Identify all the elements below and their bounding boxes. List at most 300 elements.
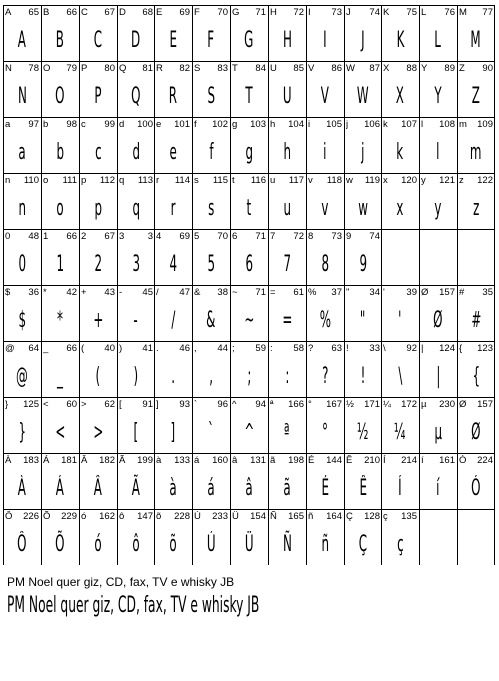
glyph-label (383, 119, 417, 131)
glyph-sample-char: ` (208, 420, 214, 445)
glyph-char-label: ô (119, 511, 125, 522)
glyph-char-label: ? (308, 343, 314, 354)
glyph-label (81, 63, 115, 75)
glyph-sample-char: Ã (131, 476, 141, 501)
glyph-cell (381, 453, 419, 509)
glyph-sample-char: Ê (359, 476, 367, 501)
glyph-label (119, 343, 153, 355)
glyph-code-label: 165 (288, 511, 304, 522)
glyph-label (5, 231, 39, 243)
glyph-char-label: Z (459, 63, 465, 74)
glyph-cell (117, 509, 155, 565)
glyph-code-label: 69 (179, 7, 190, 18)
glyph-sample-char: " (360, 308, 366, 333)
glyph-sample-char: Ø (471, 420, 481, 445)
glyph-code-label: 98 (66, 119, 77, 130)
glyph-code-label: 67 (104, 231, 115, 242)
glyph-char-label: 6 (232, 231, 238, 242)
glyph-code-label: 104 (288, 119, 304, 130)
glyph-cell (344, 173, 382, 229)
glyph-cell (3, 397, 41, 453)
glyph-label (308, 231, 342, 243)
glyph-cell (457, 5, 495, 61)
glyph-code-label: 182 (99, 455, 115, 466)
glyph-char-label: ó (81, 511, 87, 522)
glyph-char-label: o (43, 175, 49, 186)
glyph-label (5, 63, 39, 75)
glyph-code-label: 72 (293, 7, 304, 18)
glyph-sample (419, 79, 457, 115)
glyph-sample-char: a (18, 140, 26, 165)
glyph-char-label: 2 (81, 231, 87, 242)
glyph-code-label: 118 (326, 175, 342, 186)
glyph-sample (306, 135, 344, 171)
glyph-cell (117, 229, 155, 285)
glyph-label (270, 287, 304, 299)
glyph-code-label: 228 (174, 511, 190, 522)
glyph-char-label: ã (270, 455, 276, 466)
glyph-char-label: y (421, 175, 426, 186)
glyph-label (81, 175, 115, 187)
glyph-sample (306, 527, 344, 563)
glyph-char-label: [ (119, 399, 122, 410)
glyph-char-label: e (156, 119, 162, 130)
glyph-code-label: 144 (326, 455, 342, 466)
glyph-sample (192, 471, 230, 507)
glyph-label (81, 343, 115, 355)
glyph-label (421, 343, 455, 355)
glyph-sample (79, 191, 117, 227)
glyph-code-label: 131 (250, 455, 266, 466)
glyph-char-label: ' (383, 287, 385, 298)
glyph-code-label: 229 (61, 511, 77, 522)
glyph-label (232, 63, 266, 75)
glyph-label (270, 231, 304, 243)
glyph-cell (3, 117, 41, 173)
glyph-sample-char: S (207, 84, 215, 109)
glyph-code-label: 71 (255, 287, 266, 298)
glyph-char-label: } (5, 399, 9, 410)
glyph-char-label: j (346, 119, 349, 130)
glyph-char-label: D (119, 7, 126, 18)
glyph-sample (117, 247, 155, 283)
glyph-cell (306, 453, 344, 509)
glyph-char-label: . (156, 343, 159, 354)
glyph-char-label: t (232, 175, 235, 186)
glyph-sample (457, 471, 495, 507)
glyph-cell (306, 229, 344, 285)
glyph-cell (268, 5, 306, 61)
glyph-cell (3, 341, 41, 397)
glyph-label (270, 119, 304, 131)
glyph-code-label: 183 (23, 455, 39, 466)
glyph-char-label: ~ (232, 287, 238, 298)
glyph-label (421, 7, 455, 19)
glyph-label (5, 119, 39, 131)
glyph-label (5, 287, 39, 299)
glyph-label (308, 399, 342, 411)
glyph-char-label: Y (421, 63, 428, 74)
glyph-cell (306, 285, 344, 341)
glyph-sample-char: W (357, 84, 369, 109)
glyph-sample-char: Q (131, 84, 141, 109)
glyph-sample (344, 303, 382, 339)
glyph-sample-char: > (93, 420, 103, 445)
glyph-char-label: 4 (156, 231, 162, 242)
glyph-cell (268, 341, 306, 397)
glyph-label (43, 399, 77, 411)
glyph-label (81, 7, 115, 19)
glyph-sample (381, 23, 419, 59)
glyph-char-label: G (232, 7, 240, 18)
glyph-sample (381, 527, 419, 563)
glyph-sample (41, 135, 79, 171)
glyph-sample-char: e (169, 140, 177, 165)
glyph-sample (192, 303, 230, 339)
glyph-sample-char: k (396, 140, 404, 165)
glyph-sample-char: / (170, 308, 175, 333)
glyph-cell (154, 117, 192, 173)
glyph-char-label: $ (5, 287, 11, 298)
glyph-sample (41, 247, 79, 283)
glyph-sample (117, 415, 155, 451)
glyph-char-label: f (194, 119, 197, 130)
glyph-code-label: 90 (482, 63, 493, 74)
glyph-sample (457, 415, 495, 451)
glyph-code-label: 171 (364, 399, 380, 410)
glyph-label (81, 455, 115, 467)
glyph-sample-char: I (323, 28, 327, 53)
glyph-char-label: d (119, 119, 125, 130)
glyph-sample (79, 79, 117, 115)
glyph-sample (381, 471, 419, 507)
glyph-sample-char: ^ (244, 420, 254, 445)
glyph-cell (41, 397, 79, 453)
glyph-label (156, 63, 190, 75)
glyph-label (119, 175, 153, 187)
glyph-code-label: 45 (142, 287, 153, 298)
glyph-cell (3, 229, 41, 285)
glyph-sample-char: á (207, 476, 215, 501)
glyph-cell (306, 341, 344, 397)
glyph-sample (3, 79, 41, 115)
glyph-label (459, 399, 493, 411)
glyph-sample-char: õ (169, 532, 177, 557)
sample-text-small: PM Noel quer giz, CD, fax, TV e whisky JB (7, 575, 235, 589)
glyph-sample (230, 191, 268, 227)
glyph-cell (192, 453, 230, 509)
glyph-cell (79, 117, 117, 173)
glyph-sample-char: { (472, 364, 480, 389)
glyph-sample (117, 191, 155, 227)
glyph-code-label: 39 (406, 287, 417, 298)
glyph-label (383, 7, 417, 19)
glyph-cell (457, 341, 495, 397)
glyph-sample (306, 247, 344, 283)
glyph-cell (41, 341, 79, 397)
glyph-cell (419, 117, 457, 173)
glyph-cell (79, 453, 117, 509)
glyph-char-label: m (459, 119, 467, 130)
glyph-code-label: 226 (23, 511, 39, 522)
glyph-label (232, 175, 266, 187)
glyph-code-label: 83 (217, 63, 228, 74)
glyph-char-label: Ã (119, 455, 126, 466)
glyph-sample (117, 471, 155, 507)
character-map-grid (3, 5, 495, 565)
glyph-label (43, 511, 77, 523)
glyph-code-label: 112 (99, 175, 115, 186)
glyph-char-label: ç (383, 511, 388, 522)
glyph-sample (117, 23, 155, 59)
glyph-cell (79, 173, 117, 229)
glyph-char-label: S (194, 63, 201, 74)
glyph-cell (192, 229, 230, 285)
glyph-cell (192, 5, 230, 61)
glyph-char-label: \ (383, 343, 386, 354)
glyph-cell (306, 397, 344, 453)
glyph-char-label: K (383, 7, 390, 18)
glyph-sample (230, 135, 268, 171)
glyph-code-label: 124 (439, 343, 455, 354)
glyph-sample (3, 471, 41, 507)
glyph-code-label: 67 (104, 7, 115, 18)
glyph-sample-char: H (282, 28, 292, 53)
glyph-label (156, 287, 190, 299)
glyph-cell (192, 341, 230, 397)
glyph-label (346, 511, 380, 523)
glyph-sample (230, 359, 268, 395)
glyph-code-label: 73 (331, 231, 342, 242)
glyph-sample (268, 247, 306, 283)
glyph-code-label: 119 (364, 175, 380, 186)
glyph-sample (3, 23, 41, 59)
glyph-cell (381, 509, 419, 565)
empty-cell (457, 509, 495, 565)
glyph-sample (419, 23, 457, 59)
glyph-label (346, 119, 380, 131)
glyph-label (421, 119, 455, 131)
glyph-label (421, 63, 455, 75)
glyph-char-label: " (346, 287, 350, 298)
glyph-code-label: 100 (137, 119, 153, 130)
glyph-label (459, 455, 493, 467)
glyph-char-label: ^ (232, 399, 237, 410)
glyph-code-label: 110 (23, 175, 39, 186)
glyph-char-label: - (119, 287, 123, 298)
glyph-char-label: w (346, 175, 353, 186)
glyph-label (156, 175, 190, 187)
glyph-label (119, 63, 153, 75)
glyph-sample-char: - (133, 308, 139, 333)
glyph-code-label: 133 (174, 455, 190, 466)
glyph-cell (79, 341, 117, 397)
glyph-label (156, 399, 190, 411)
glyph-code-label: 125 (23, 399, 39, 410)
glyph-sample (192, 191, 230, 227)
glyph-char-label: q (119, 175, 125, 186)
glyph-char-label: l (421, 119, 424, 130)
glyph-code-label: 93 (179, 399, 190, 410)
glyph-code-label: 161 (439, 455, 455, 466)
glyph-cell (344, 285, 382, 341)
glyph-sample (306, 415, 344, 451)
glyph-cell (419, 341, 457, 397)
glyph-sample (154, 527, 192, 563)
glyph-code-label: 162 (99, 511, 115, 522)
glyph-sample (192, 527, 230, 563)
glyph-sample-char: r (170, 196, 176, 221)
glyph-label (270, 511, 304, 523)
glyph-cell (457, 61, 495, 117)
glyph-label (346, 455, 380, 467)
glyph-char-label: ¼ (383, 399, 391, 410)
glyph-cell (381, 61, 419, 117)
glyph-label (308, 455, 342, 467)
glyph-label (308, 63, 342, 75)
glyph-sample-char: = (282, 308, 292, 333)
glyph-sample (41, 359, 79, 395)
glyph-sample-char: 6 (245, 252, 253, 277)
glyph-cell (117, 341, 155, 397)
glyph-cell (344, 397, 382, 453)
glyph-sample-char: ª (284, 420, 290, 445)
glyph-sample (154, 303, 192, 339)
glyph-label (43, 343, 77, 355)
glyph-code-label: 113 (137, 175, 153, 186)
glyph-char-label: X (383, 63, 390, 74)
glyph-code-label: 97 (28, 119, 39, 130)
glyph-sample-char: K (396, 28, 404, 53)
glyph-sample-char: R (168, 84, 178, 109)
glyph-sample (79, 135, 117, 171)
glyph-char-label: à (156, 455, 162, 466)
glyph-sample-char: . (171, 364, 175, 389)
glyph-code-label: 88 (406, 63, 417, 74)
glyph-label (346, 175, 380, 187)
glyph-sample-char: Ñ (282, 532, 292, 557)
glyph-char-label: 0 (5, 231, 11, 242)
glyph-sample-char: 1 (56, 252, 64, 277)
glyph-label (194, 119, 228, 131)
glyph-sample (457, 79, 495, 115)
glyph-sample-char: B (55, 28, 65, 53)
glyph-code-label: 164 (326, 511, 342, 522)
glyph-code-label: 91 (142, 399, 153, 410)
glyph-sample (381, 191, 419, 227)
glyph-char-label: Õ (43, 511, 51, 522)
glyph-sample-char: * (57, 308, 63, 333)
glyph-sample (79, 415, 117, 451)
glyph-code-label: 71 (255, 231, 266, 242)
glyph-sample-char: ñ (321, 532, 329, 557)
glyph-cell (419, 61, 457, 117)
glyph-cell (381, 173, 419, 229)
glyph-cell (344, 341, 382, 397)
glyph-char-label: ª (270, 399, 274, 410)
glyph-cell (230, 453, 268, 509)
glyph-sample (419, 415, 457, 451)
glyph-sample-char: 9 (359, 252, 367, 277)
glyph-char-label: Ç (346, 511, 353, 522)
glyph-label (5, 343, 39, 355)
glyph-sample (3, 247, 41, 283)
glyph-sample (230, 23, 268, 59)
glyph-sample (381, 359, 419, 395)
glyph-label (421, 399, 455, 411)
glyph-cell (381, 285, 419, 341)
glyph-label (232, 287, 266, 299)
glyph-sample-char: É (321, 476, 329, 501)
glyph-code-label: 105 (326, 119, 342, 130)
glyph-sample (117, 527, 155, 563)
glyph-label (421, 287, 455, 299)
glyph-cell (3, 285, 41, 341)
glyph-char-label: > (81, 399, 87, 410)
glyph-sample (41, 415, 79, 451)
glyph-sample (419, 191, 457, 227)
glyph-sample (268, 359, 306, 395)
glyph-code-label: 34 (369, 287, 380, 298)
glyph-label (156, 231, 190, 243)
glyph-char-label: b (43, 119, 49, 130)
glyph-sample (268, 303, 306, 339)
glyph-code-label: 85 (293, 63, 304, 74)
glyph-sample (344, 527, 382, 563)
glyph-sample-char: l (436, 140, 440, 165)
glyph-sample (192, 79, 230, 115)
empty-cell (457, 229, 495, 285)
glyph-label (232, 399, 266, 411)
glyph-label (232, 231, 266, 243)
glyph-sample (268, 527, 306, 563)
glyph-code-label: 66 (66, 7, 77, 18)
glyph-char-label: H (270, 7, 277, 18)
glyph-char-label: : (270, 343, 273, 354)
glyph-sample-char: P (94, 84, 102, 109)
glyph-cell (381, 5, 419, 61)
glyph-sample-char: h (283, 140, 291, 165)
glyph-sample-char: ô (132, 532, 140, 557)
glyph-cell (344, 61, 382, 117)
glyph-sample-char: 0 (18, 252, 26, 277)
glyph-cell (79, 509, 117, 565)
glyph-char-label: r (156, 175, 160, 186)
glyph-code-label: 128 (364, 511, 380, 522)
glyph-label (232, 511, 266, 523)
glyph-char-label: 8 (308, 231, 314, 242)
glyph-char-label: p (81, 175, 87, 186)
glyph-label (308, 287, 342, 299)
glyph-sample-char: n (18, 196, 26, 221)
glyph-sample (457, 303, 495, 339)
glyph-code-label: 84 (255, 63, 266, 74)
glyph-code-label: 36 (28, 287, 39, 298)
glyph-label (194, 287, 228, 299)
glyph-label (81, 399, 115, 411)
glyph-sample (3, 191, 41, 227)
glyph-cell (268, 173, 306, 229)
glyph-sample-char: u (283, 196, 291, 221)
glyph-sample (79, 471, 117, 507)
glyph-code-label: 58 (293, 343, 304, 354)
glyph-sample (344, 415, 382, 451)
glyph-code-label: 108 (439, 119, 455, 130)
glyph-code-label: 72 (293, 231, 304, 242)
glyph-cell (457, 117, 495, 173)
glyph-label (5, 175, 39, 187)
glyph-label (194, 455, 228, 467)
